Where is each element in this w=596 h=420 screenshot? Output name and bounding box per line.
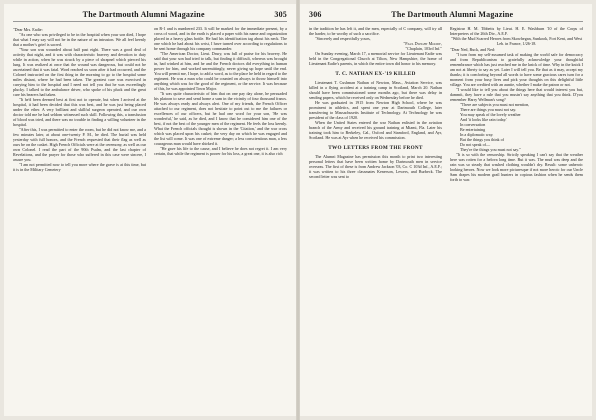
left-page (4, 4, 296, 416)
paragraph: They're the things you must not say." (460, 147, 521, 152)
paragraph: "I turn from my self-assumed task of making the world safe for democracy and from Republicanism to gratefully acknowledge your thoughtful remembrance which has just reached me in the knick of time. Why in the knick I am not at liberty to say as yet. Later I will tell you. Be that as it may, accept my thanks; it is comforting beyond all words to have some gracious cares turn for a moment from your busy lives and pick your thoughts on this delightful little village. You are credited with an auntie, whether I make the patron or not. (450, 52, 583, 87)
paragraph: "It he'd been deemed best at first not to operate, but when I arrived at the hospital, it had been decided that this was best, and he was just being placed under the ether. A very brilliant and skillful surgeon operated, and our own doctor told me he had seldom witnessed such skill. Following this, a transfusion of blood was tried, and there was no trouble in finding a willing volunteer in the hospital. (13, 97, 146, 127)
paragraph: But the things you think of (460, 137, 505, 142)
right-column-2 (450, 26, 583, 416)
left-page-number: 305 (274, 10, 287, 19)
left-running-head (13, 10, 287, 22)
paragraph: "The American Doctor, Lieut. Drury, was full of praise for his bravery. He said that your son had tried to talk, but finding it difficult, whereas was brought in, had winked at him, and he and the French doctors did everything in human power for him, and worked unremittingly, never giving up hope until the end. You will permit me, I hope, to add a word, as to the place he held in regard to the regiment. He was a man who could be counted on always to throw himself into anything which was for the good of the regiment, or the service. It was because of this, he was appointed Town Major. (154, 51, 287, 91)
paragraph: "As one who was privileged to be in the hospital when your son died, I hope that what I may say will not be in the nature of an intrusion. We all feel keenly that a mother's grief is sacred. (13, 32, 146, 47)
left-column-1 (13, 26, 146, 416)
paragraph: "Your son was wounded about half past eight. There was a good deal of activity that night, and it was with characteristic bravery and devotion to duty while in action, when he was struck by a piece of shrapnel which pierced his lung. It was realized at once that the wound was dangerous, but could not be ascertained that it was fatal. Word reached us soon after it had occurred, and the Colonel instructed on the first thing in the morning to go to the hospital some miles distant, where he had been taken. The greatest care was exercised in carrying him to the hospital and I need not tell you that he was exceedingly plucky. I talked to the ambulance driver, who spoke of his pluck and the great care his bearers had taken. (13, 47, 146, 97)
paragraph: He was graduated in 1915 from Newton High School, where he was prominent in athletics, and spent one year at Dartmouth College, later transferring to Massachusetts Institute of Technology. At Technology he was president of the class of 1920. (309, 100, 442, 120)
right-page-number: 306 (309, 10, 322, 19)
paragraph: You may speak of the lovely weather (460, 112, 521, 117)
left-column-2 (154, 26, 287, 416)
paragraph: in the tradition he has left it, and the men, especially of C company, will try all the harder, to be worthy of such a sacrifice. (309, 26, 442, 36)
paragraph: Lieutenant T. Cushman Nathan of Newton, Mass., Aviation Service, was killed in a flying accident at a training camp in Scotland, March 20. Nathan should have been commissioned some months ago, but there was delay in sending papers, which he received only on Wednesday before he died. (309, 80, 442, 100)
paragraph: There are things you must not say. (460, 107, 517, 112)
article-heading: TWO LETTERS FROM THE FRONT (328, 145, 423, 151)
article-heading: T. C. NATHAN EX-'19 KILLED (335, 71, 416, 77)
paragraph: On Sunday evening, March 17, a memorial service for Lieutenant Eadie was held in the Congregational Church at Tilton, New Hampshire, the home of Lieutenant Eadie's parents, in which the entire town did honor to his memory. (309, 51, 442, 66)
paragraph: When the United States entered the war Nathan enlisted in the aviation branch of the Army and received his ground training at Miami, Fla. Later his training took him to Berkeley, Cal., Oxford and Stamford, England, and Ayr, Scotland. He was at Ayr when he received his commission. (309, 120, 442, 140)
paragraph: In conversation (460, 122, 486, 127)
paragraph: "After this, I was permitted to enter the room, but he did not know me, and a few minutes later, at about one-twenty P. M., he died. The burial was held yesterday with full honors, and the French requested that their flag as well as ours be on the casket. High French Officials were at the ceremony, as well as our own Colonel. I read the part of the 90th Psalm, and the last chapter of Revelations, and the prayer for those who suffered in this case were sincere, I assure you. (13, 127, 146, 162)
paragraph: And 'it looks like rain today.' (460, 117, 508, 122)
paragraph: on R-1 and is numbered 233. It will be marked for the immediate present, by a cross of wood, and in the earth is placed a paper with his name and organization placed in a heavy glass bottle. He had his identification tag about his neck. The one which he had about his wrist, I have turned over according to regulations to be sent home through his company commander. (154, 26, 287, 51)
paragraph: Do not speak of— (460, 142, 491, 147)
paragraph: Be entertaining (460, 127, 486, 132)
paragraph: "There are subjects you must not mention, (460, 102, 530, 107)
paragraph: "He gave his life to the cause, and I believe he does not regret it. I am very certain, that while the regiment is poorer for his loss, a great one, it is also rich (154, 146, 287, 156)
paragraph: Registrar H. M. Tibbetts by Lieut. H. E. Washburn '10 of the Corps of Interpreters of the 26th Div., A.E.F. (450, 26, 583, 36)
paragraph: "It was quite characteristic of him that on one pay day alone, he persuaded his platoon to save and send home a sum in the vicinity of four thousand francs. He was always ready and always alert. One of my friends, the French Officer attached to our regiment, does not hesitate to point out to me the failures or excellences of our officers, but he had one word for your son, 'He was wonderful,' he said, as he died, and I know that he considered him one of the best, if not the best of the younger men of the regiment. He feels the loss keenly. What the French officials thought is shown in the 'Citation,' and the war cross which was placed upon his casket; the very day on which he was engaged and the list will come. It was one of extreme danger; a less conscientious man, a less courageous man would have shirked it. (154, 91, 287, 146)
right-column-1 (309, 26, 442, 416)
paragraph: "Paul Dwight Moody, (403, 41, 442, 46)
paragraph: "With the Mud Scarred Heroes from Skowhegan, Sunkook, Fort Kent, and West Leb. in France, 1/26-18. (450, 36, 583, 46)
right-page (300, 4, 592, 416)
right-running-head (309, 10, 583, 22)
paragraph: "Dear Mrs. Eadie: (13, 27, 43, 32)
left-running-title: The Dartmouth Alumni Magazine (82, 10, 205, 19)
paragraph: "I am not permitted now to tell you more where the grave is at this time, but it is in the Military Cemetery (13, 162, 146, 172)
paragraph: In a diplomatic way. (460, 132, 494, 137)
paragraph: "It is so with the censorship. Strictly speaking I can't say that the weather here was rotten for a helova long time. But it was. The mud was deep and the rain was so steady that washed clothing wouldn't dry. Result: some unheroic looking heroes. Now we look more picturesque if not more heroic for our Uncle Sam drapes his modern grail hunters in copious fashion when he sends them forth to war. (450, 152, 583, 182)
paragraph: "Sincerely and respectfully yours, (315, 36, 371, 41)
paragraph: "Chaplain, 103rd Inf." (405, 46, 442, 51)
right-running-title: The Dartmouth Alumni Magazine (391, 10, 514, 19)
paragraph: "I would like to tell you about the things here that would interest you but, dammit, they have a rule that you mustn't say anything that you think. D'you remember Harry Wellman's song? (450, 87, 583, 102)
paragraph: "Dear Ned, Buck, and Ned: (450, 47, 496, 52)
paragraph: The Alumni Magazine has permission this month to print two interesting personal letters that have been written home by Dartmouth men in service overseas. The first of these is from Andrew Jackson '03, Co. C 103d Inf., A.E.F.; it was written to his three classmates Kenerson, Lewers, and Burbeck. The second letter was sent to (309, 154, 442, 179)
